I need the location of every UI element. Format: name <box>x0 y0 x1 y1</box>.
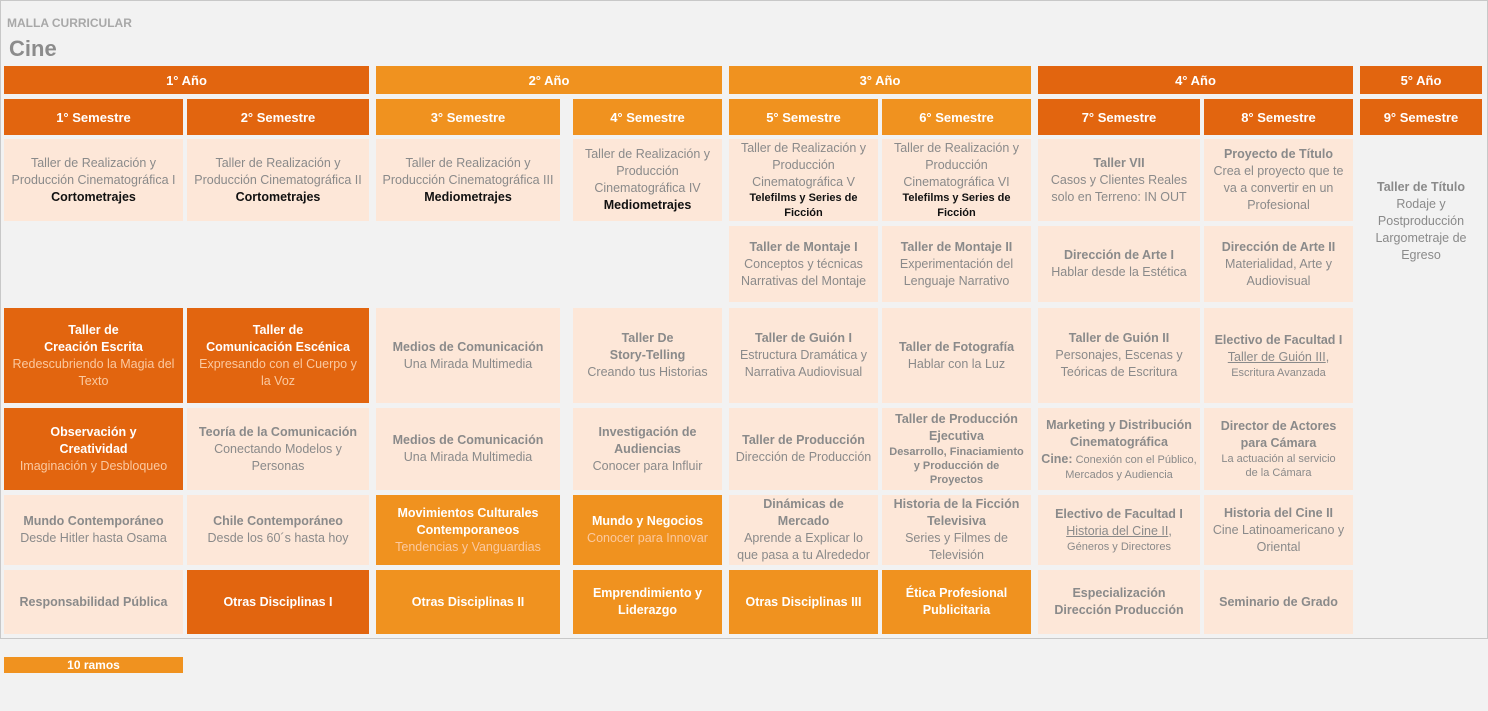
course-title: Taller de Guión II <box>1068 331 1170 345</box>
course-title: Taller de Producción <box>895 412 1018 426</box>
semester-header-1: 1° Semestre <box>4 99 183 135</box>
course-focus: Telefilms y Series de <box>902 191 1011 204</box>
course-subtitle: va a convertir en un <box>1223 181 1334 195</box>
course-subtitle: Taller de Realización y <box>30 155 157 170</box>
course-card[interactable] <box>1038 570 1200 634</box>
elective-link[interactable]: Historia del Cine II <box>1066 524 1169 538</box>
separator: , <box>1325 349 1330 364</box>
course-subtitle: Producción <box>616 164 679 178</box>
course-title: Especialización <box>1072 586 1166 600</box>
course-subtitle: que pasa a tu Alrededor <box>737 548 870 562</box>
course-title: para Cámara <box>1240 436 1317 450</box>
course-title: Taller de Guión I <box>754 331 852 345</box>
course-title: Taller de <box>252 322 304 337</box>
course-card-thesis[interactable] <box>1360 137 1482 635</box>
course-focus: Cortometrajes <box>235 189 321 204</box>
course-title: Ejecutiva <box>929 429 984 443</box>
course-title: Taller de Montaje I <box>749 239 858 254</box>
course-subtitle: Tendencias y Vanguardias <box>395 539 541 554</box>
course-subtitle: Personajes, Escenas y <box>1055 348 1183 362</box>
course-subtitle: Lenguaje Narrativo <box>903 273 1010 288</box>
course-subtitle: y Producción de <box>913 460 1000 472</box>
course-subtitle: Experimentación del <box>899 256 1014 271</box>
course-subtitle: la Voz <box>260 373 296 388</box>
course-title: Observación y <box>50 424 137 439</box>
course-title: Electivo de Facultad I <box>1214 332 1343 347</box>
course-title: Cinematográfica <box>1070 434 1168 449</box>
course-card[interactable] <box>573 570 722 634</box>
course-subtitle: Desde Hitler hasta Osama <box>20 531 167 545</box>
course-title: Otras Disciplinas II <box>411 594 525 609</box>
course-subtitle: Cinematográfica VI <box>903 174 1010 189</box>
course-subtitle: Crea el proyecto que te <box>1213 164 1344 178</box>
course-title: Chile Contemporáneo <box>213 514 343 528</box>
course-subtitle: Televisión <box>929 548 984 562</box>
course-subtitle: Conocer para Influir <box>592 458 703 473</box>
course-card[interactable] <box>882 139 1031 221</box>
course-card[interactable] <box>1038 139 1200 221</box>
course-card[interactable] <box>376 308 560 403</box>
course-title: Director de Actores <box>1220 419 1337 433</box>
course-card[interactable] <box>1204 495 1353 565</box>
course-card[interactable] <box>187 308 369 403</box>
course-card[interactable] <box>882 226 1031 302</box>
course-subtitle: Egreso <box>1401 248 1441 262</box>
course-card[interactable] <box>1038 308 1200 403</box>
course-focus: Cortometrajes <box>51 189 136 204</box>
course-subtitle: Géneros y Directores <box>1067 541 1171 553</box>
course-title: Dirección Producción <box>1054 603 1184 617</box>
course-title: Proyecto de Título <box>1223 147 1334 161</box>
course-title: Ética Profesional <box>905 586 1008 600</box>
course-title: Responsabilidad Pública <box>19 594 168 609</box>
course-card[interactable] <box>882 495 1031 565</box>
course-title: Medios de Comunicación <box>392 433 544 447</box>
course-card[interactable] <box>573 408 722 490</box>
course-card[interactable] <box>729 226 878 302</box>
semester-header-9: 9° Semestre <box>1360 99 1482 135</box>
course-card[interactable] <box>376 408 560 490</box>
course-title: Contemporaneos <box>416 522 520 537</box>
course-title: Mundo y Negocios <box>591 514 704 528</box>
course-subtitle: Hablar con la Luz <box>907 356 1006 371</box>
course-subtitle: Taller de Realización y <box>405 155 531 170</box>
course-subtitle: Redescubriendo la Magia del <box>12 356 175 371</box>
course-subtitle: Taller de Realización y <box>215 155 341 170</box>
semester-header-4: 4° Semestre <box>573 99 722 135</box>
course-title: Historia de la Ficción <box>893 497 1020 511</box>
course-title: Teoría de la Comunicación <box>198 424 358 439</box>
course-focus: Ficción <box>937 206 976 219</box>
course-subtitle: Narrativas del Montaje <box>740 273 867 288</box>
course-focus: Ficción <box>784 206 823 219</box>
course-subtitle: Creando tus Historias <box>587 365 708 379</box>
year-header-4: 4° Año <box>1038 66 1353 94</box>
course-subtitle: Mercados y Audiencia <box>1065 468 1173 481</box>
course-subtitle: solo en Terreno: IN OUT <box>1051 189 1187 204</box>
course-card[interactable] <box>729 139 878 221</box>
semester-header-5: 5° Semestre <box>729 99 878 135</box>
course-title: Dinámicas de <box>763 497 844 511</box>
course-subtitle: Profesional <box>1247 198 1310 212</box>
course-subtitle: Postproducción <box>1377 214 1465 228</box>
course-card[interactable] <box>187 139 369 221</box>
course-title: Medios de Comunicación <box>392 339 544 354</box>
course-card[interactable] <box>1204 408 1353 490</box>
course-card[interactable] <box>376 495 560 565</box>
course-subtitle: Escritura Avanzada <box>1231 366 1326 379</box>
course-subtitle: Oriental <box>1256 539 1301 554</box>
semester-header-8: 8° Semestre <box>1204 99 1353 135</box>
course-card[interactable] <box>882 308 1031 403</box>
course-card[interactable] <box>4 495 183 565</box>
course-title: Emprendimiento y <box>592 586 703 600</box>
course-subtitle: Series y Filmes de <box>905 531 1008 545</box>
course-title: Audiencias <box>614 441 681 456</box>
course-title: Movimientos Culturales <box>397 505 539 520</box>
course-card[interactable] <box>1038 226 1200 302</box>
year-header-3: 3° Año <box>729 66 1031 94</box>
course-subtitle: Una Mirada Multimedia <box>403 356 533 371</box>
course-title: Electivo de Facultad I <box>1055 507 1183 521</box>
course-title: Taller de Montaje II <box>900 239 1013 254</box>
course-focus: Telefilms y Series de <box>749 191 858 204</box>
legend-badge: 10 ramos <box>4 657 183 673</box>
course-subtitle: La actuación al servicio <box>1221 453 1336 465</box>
course-card[interactable] <box>4 139 183 221</box>
course-title: Dirección de Arte II <box>1221 239 1336 254</box>
course-subtitle: de la Cámara <box>1245 467 1312 479</box>
course-subtitle: Estructura Dramática y <box>739 348 868 362</box>
course-subtitle: Audiovisual <box>1246 273 1311 288</box>
course-subtitle: Conexión con el Público, <box>1072 453 1197 466</box>
course-card[interactable] <box>1204 139 1353 221</box>
semester-header-7: 7° Semestre <box>1038 99 1200 135</box>
course-title: Taller VII <box>1093 155 1145 170</box>
course-keyword: Cine: <box>1041 451 1073 466</box>
course-title: Publicitaria <box>922 603 991 617</box>
elective-link[interactable]: Taller de Guión III <box>1227 349 1326 364</box>
course-title: Otras Disciplinas I <box>223 594 333 609</box>
course-title: Dirección de Arte I <box>1064 248 1174 262</box>
course-card[interactable] <box>1204 308 1353 403</box>
course-subtitle: Taller de Realización y <box>584 147 711 161</box>
course-card[interactable] <box>882 408 1031 490</box>
course-card[interactable] <box>187 495 369 565</box>
course-card[interactable] <box>1038 495 1200 565</box>
course-card[interactable] <box>4 408 183 490</box>
course-focus: Mediometrajes <box>424 189 512 204</box>
course-card[interactable] <box>729 308 878 403</box>
course-title: Taller de Título <box>1377 180 1465 194</box>
program-title: Cine <box>9 36 57 61</box>
course-card[interactable] <box>729 408 878 490</box>
course-card[interactable] <box>1204 570 1353 634</box>
course-title: Comunicación Escénica <box>206 339 350 354</box>
course-title: Investigación de <box>598 424 697 439</box>
course-subtitle: Personas <box>251 458 305 473</box>
course-subtitle: Texto <box>78 373 109 388</box>
course-card[interactable] <box>729 570 878 634</box>
course-title: Televisiva <box>927 514 986 528</box>
course-subtitle: Conectando Modelos y <box>214 441 342 456</box>
course-subtitle: Teóricas de Escritura <box>1060 365 1178 379</box>
course-card[interactable] <box>882 570 1031 634</box>
course-subtitle: Desde los 60´s hasta hoy <box>207 531 349 545</box>
course-subtitle: Conceptos y técnicas <box>744 256 863 271</box>
course-card[interactable] <box>4 570 183 634</box>
course-title: Taller de <box>68 322 119 337</box>
course-card[interactable] <box>376 570 560 634</box>
course-title: Creatividad <box>59 441 128 456</box>
course-title: Marketing y Distribución <box>1046 417 1192 432</box>
course-card[interactable] <box>573 139 722 221</box>
semester-header-6: 6° Semestre <box>882 99 1031 135</box>
course-subtitle: Producción <box>772 157 835 172</box>
course-subtitle: Largometraje de <box>1375 231 1467 245</box>
semester-header-3: 3° Semestre <box>376 99 560 135</box>
year-header-2: 2° Año <box>376 66 722 94</box>
year-header-1: 1° Año <box>4 66 369 94</box>
course-card[interactable] <box>1038 408 1200 490</box>
course-subtitle: Casos y Clientes Reales <box>1050 172 1188 187</box>
course-title: Taller de Fotografía <box>898 339 1015 354</box>
course-card[interactable] <box>573 308 722 403</box>
course-focus: Mediometrajes <box>603 198 692 212</box>
course-subtitle: Producción Cinematográfica III <box>382 172 554 187</box>
course-subtitle: Producción Cinematográfica I <box>11 172 176 187</box>
course-title: Otras Disciplinas III <box>745 594 862 609</box>
semester-header-2: 2° Semestre <box>187 99 369 135</box>
course-title: Seminario de Grado <box>1219 594 1338 609</box>
course-subtitle: Materialidad, Arte y <box>1225 256 1332 271</box>
course-subtitle: Rodaje y <box>1396 197 1446 211</box>
course-subtitle: Producción <box>925 157 988 172</box>
section-label: MALLA CURRICULAR <box>7 16 132 30</box>
course-subtitle: Imaginación y Desbloqueo <box>19 458 168 473</box>
separator: , <box>1168 524 1172 538</box>
course-card[interactable] <box>187 570 369 634</box>
course-subtitle: Producción Cinematográfica II <box>194 172 362 187</box>
course-subtitle: Conocer para Innovar <box>587 531 708 545</box>
course-subtitle: Expresando con el Cuerpo y <box>199 356 357 371</box>
course-subtitle: Aprende a Explicar lo <box>744 531 863 545</box>
course-card[interactable] <box>4 308 183 403</box>
course-card[interactable] <box>573 495 722 565</box>
course-subtitle: Proyectos <box>929 474 984 486</box>
course-card[interactable] <box>187 408 369 490</box>
course-subtitle: Taller de Realización y <box>893 140 1020 155</box>
course-card[interactable] <box>729 495 878 565</box>
course-subtitle: Una Mirada Multimedia <box>403 450 533 464</box>
course-subtitle: Hablar desde la Estética <box>1051 265 1187 279</box>
course-title: Mercado <box>777 514 830 528</box>
course-card[interactable] <box>376 139 560 221</box>
course-title: Story-Telling <box>609 348 686 362</box>
course-card[interactable] <box>1204 226 1353 302</box>
course-subtitle: Desarrollo, Finaciamiento <box>889 446 1024 458</box>
course-title: Liderazgo <box>617 603 678 617</box>
course-subtitle: Cinematográfica IV <box>594 181 701 195</box>
course-title: Taller De <box>621 331 674 345</box>
course-subtitle: Cine Latinoamericano y <box>1212 522 1345 537</box>
course-subtitle: Taller de Realización y <box>740 140 867 155</box>
year-header-5: 5° Año <box>1360 66 1482 94</box>
course-subtitle: Cinematográfica V <box>752 174 855 189</box>
course-subtitle: Narrativa Audiovisual <box>744 365 863 379</box>
course-subtitle: Dirección de Producción <box>735 450 872 464</box>
course-title: Historia del Cine II <box>1223 505 1334 520</box>
course-title: Taller de Producción <box>742 433 865 447</box>
course-title: Mundo Contemporáneo <box>23 514 164 528</box>
course-title: Creación Escrita <box>44 339 143 354</box>
